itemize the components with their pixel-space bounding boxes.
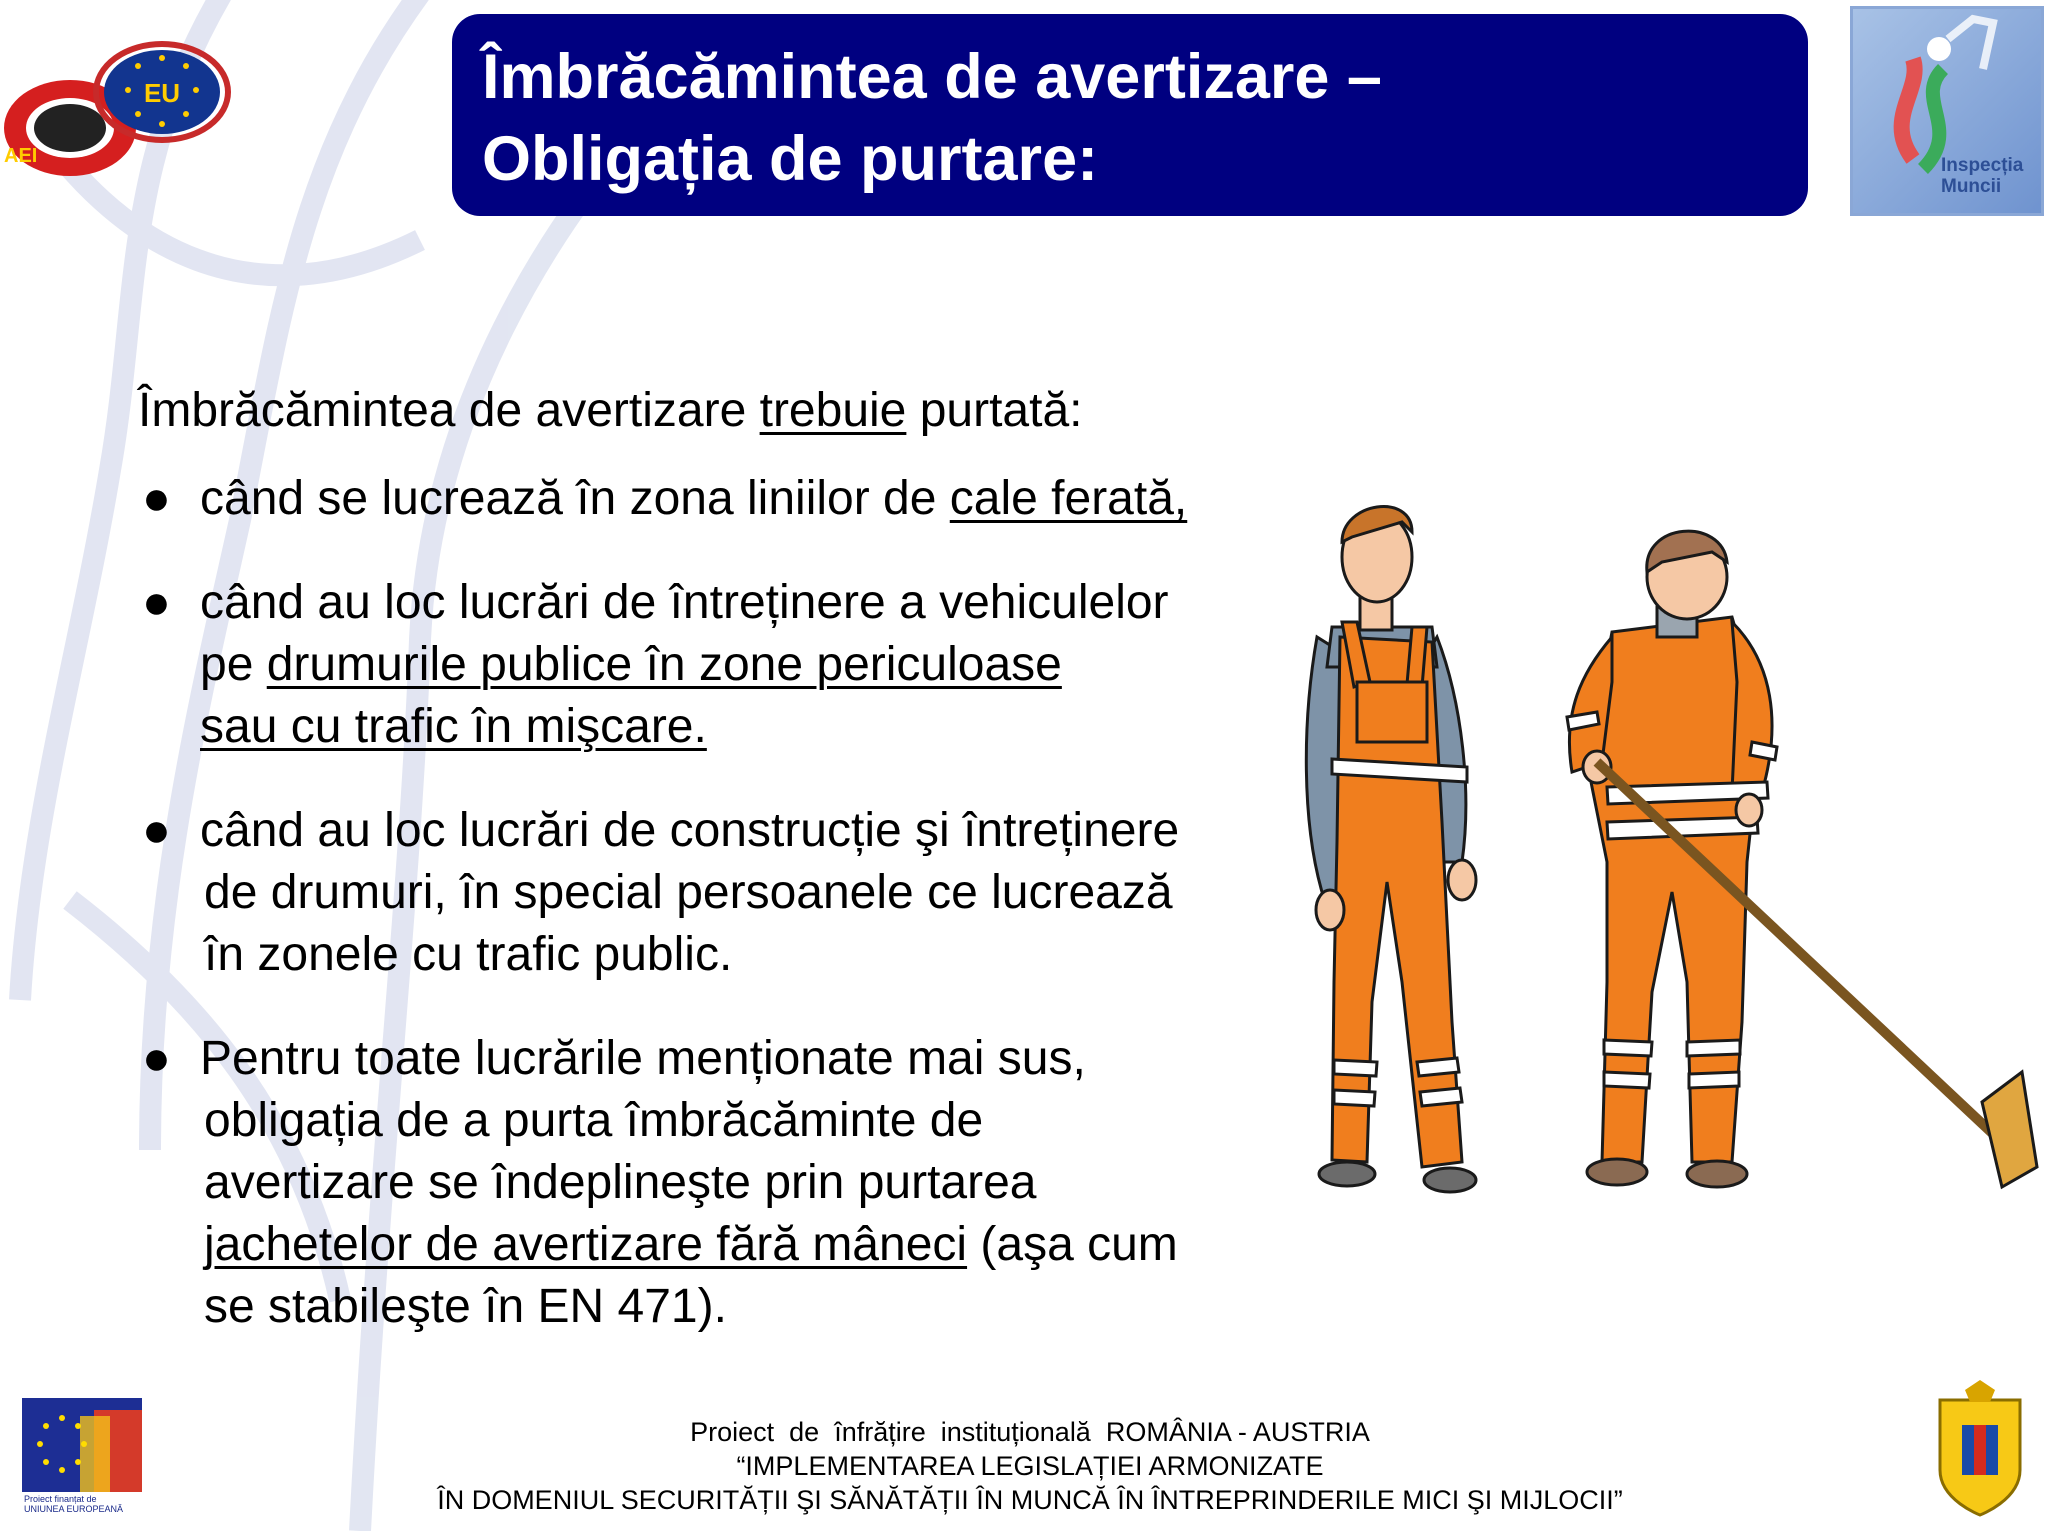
eu-caption-line-1: Proiect finanțat de [24,1494,97,1504]
bullet-4-line-3: avertizare se îndeplineşte prin purtarea [204,1156,1037,1209]
footer-line-1: Proiect de înfrățire instituțională ROMÂNIA - AUSTRIA [690,1417,1370,1447]
footer [320,1415,1740,1517]
intro-text [138,380,1268,442]
worker-overalls [1306,507,1476,1192]
bullet-dot-icon: ● [142,804,171,857]
bullet-1-line-1: când se lucrează în zona liniilor de cale ferată, [200,472,1188,525]
bullet-dot-icon: ● [142,1032,171,1085]
eagle-icon [34,104,106,152]
bullet-4-line-4: jachetelor de avertizare fără mâneci (aşa cum [204,1218,1178,1271]
workers-illustration [1262,462,2048,1222]
im-line-2: Muncii [1941,176,2002,197]
eu-funding-logo [22,1398,142,1514]
bullet-en471 [138,1028,1268,1338]
bullet-road-construction [138,800,1268,986]
bullet-3-line-1: când au loc lucrări de construcție şi întreținere [200,804,1180,857]
bullet-2-underlined-a: drumurile publice în zone periculoase [266,638,1062,691]
bullet-4-line-1: Pentru toate lucrările menționate mai sus, [200,1032,1086,1085]
romania-coat-of-arms-icon [1930,1380,2030,1520]
broom-head [1982,1072,2037,1187]
bullet-4-line-5: se stabileşte în EN 471). [204,1280,727,1333]
intro-before: Îmbrăcămintea de avertizare [138,384,760,437]
title-line-2: Obligația de purtare: [482,124,1099,194]
title-box [452,14,1808,216]
intro-underlined: trebuie [759,384,907,437]
bullet-public-roads [138,572,1268,758]
im-line-1: Inspecția [1941,155,2024,176]
aei-text: AEI [4,145,38,167]
eu-funding-caption [24,1494,123,1514]
eu-caption-line-2: UNIUNEA EUROPEANĂ [24,1504,124,1514]
bullet-4-line-2: obligația de a purta îmbrăcăminte de [204,1094,984,1147]
title-line-1: Îmbrăcămintea de avertizare – [482,42,1382,112]
inspectia-muncii-text [1941,155,2023,197]
intro-after: purtată: [906,384,1083,437]
footer-line-2: “IMPLEMENTAREA LEGISLAȚIEI ARMONIZATE [736,1451,1324,1481]
bullet-railway [138,468,1268,530]
bullet-2-line-2: pe drumurile publice în zone periculoase [200,638,1062,691]
worker-with-broom [1567,531,2037,1187]
eu-flag-icon [22,1398,142,1492]
bullet-2-underlined-b: sau cu trafic în mişcare. [200,700,707,753]
bullet-3-line-2: de drumuri, în special persoanele ce lucrează [204,866,1173,919]
bullet-3-line-3: în zonele cu trafic public. [204,928,733,981]
content-body [138,380,1268,1380]
bullet-4-underlined: jachetelor de avertizare fără mâneci [204,1218,968,1271]
eu-badge-text: EU [143,78,181,108]
bullet-2-line-1: când au loc lucrări de întreținere a vehiculelor [200,576,1169,629]
aei-eu-logo [0,40,240,180]
bullet-dot-icon: ● [142,576,171,629]
bullet-dot-icon: ● [142,472,171,525]
footer-line-3: ÎN DOMENIUL SECURITĂȚII ŞI SĂNĂTĂȚII ÎN MUNCĂ ÎN ÎNTREPRINDERILE MICI ŞI MIJLOCII” [437,1485,1623,1515]
inspectia-muncii-logo [1850,6,2044,216]
bullet-1-underlined: cale ferată, [949,472,1188,525]
